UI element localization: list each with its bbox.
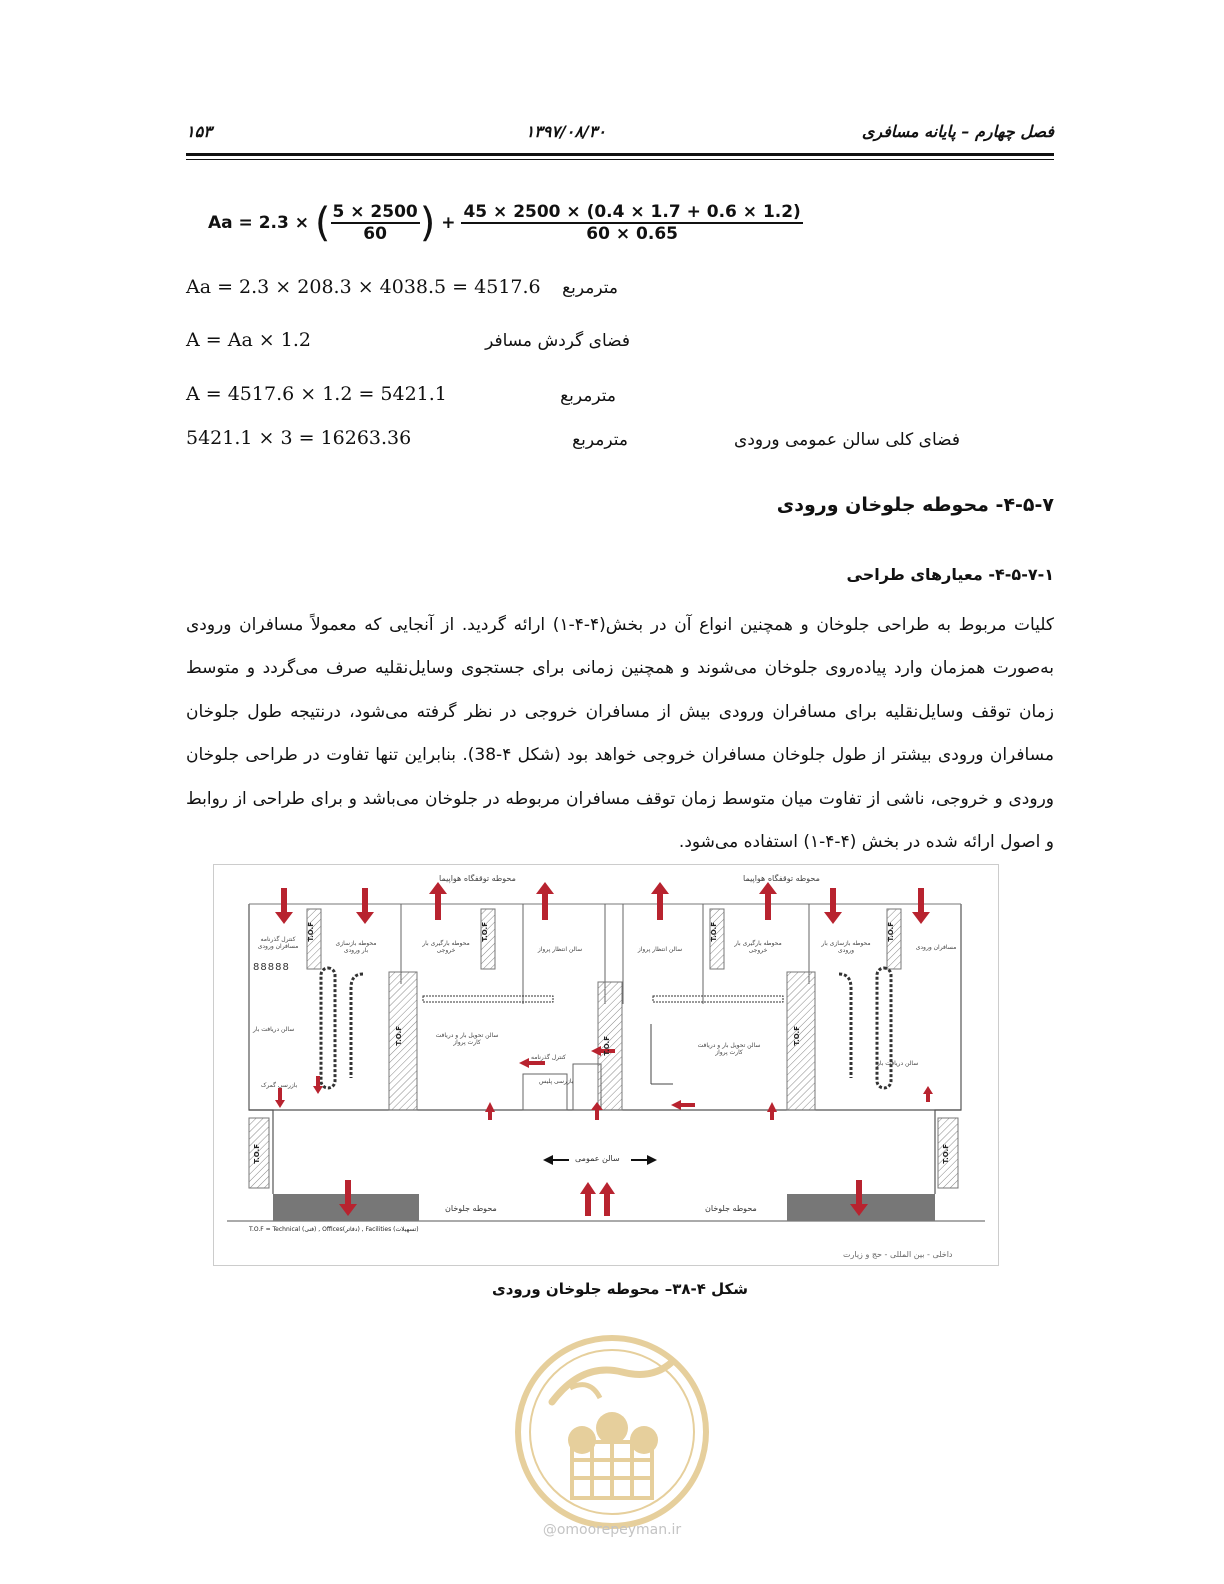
calc-equation-3: A = 4517.6 × 1.2 = 5421.1 [186,383,447,405]
fig-digits: 88888 [253,962,290,973]
fig-passport: کنترل گذرنامه [531,1054,566,1061]
fig-claim-left: سالن دریافت بار [253,1026,295,1033]
header-rule [186,153,1054,156]
fig-arrival-control: کنترل گذرنامه مسافران ورودی [257,936,299,950]
fig-baggage-left: محوطه بازسازی بار ورودی [335,940,377,954]
calc-unit-4: مترمربع [572,430,628,450]
fraction-1 [331,202,420,244]
fig-tof-5: T.O.F [395,1026,403,1046]
fig-cargo-left: محوطه بارگیری بار خروجی [422,940,470,954]
watermark-seal-icon [512,1332,712,1532]
subsection-heading: ۴-۵-۷-۱- معیارهای طراحی [846,565,1054,584]
calc-equation-1: Aa = 2.3 × 208.3 × 4038.5 = 4517.6 [186,276,541,298]
formula [208,200,803,246]
fig-waiting-right: سالن انتظار پرواز [637,946,683,953]
fig-cargo-right: محوطه بارگیری بار خروجی [734,940,782,954]
fraction-2-denominator: 60 × 0.65 [586,224,678,244]
paren-open: ( [314,200,331,246]
fraction-1-denominator: 60 [363,224,387,244]
fraction-2 [461,202,802,244]
header-rule-thin [186,159,1054,160]
paren-close: ) [419,200,436,246]
fig-forecourt-right: محوطه جلوخان [705,1204,757,1213]
header-date: ۱۳۹۷/۰۸/۳۰ [525,122,606,141]
fig-police: بازرسی پلیس [539,1078,574,1085]
fig-arrivals-right: مسافران ورودی [915,944,957,951]
watermark-site: @omoorepeyman.ir [542,1522,682,1538]
fig-tof-2: T.O.F [481,922,489,942]
fig-tof-8: T.O.F [253,1144,261,1164]
page-number: ۱۵۳ [186,122,212,141]
fig-checkin-left: سالن تحویل بار و دریافت کارت پرواز [435,1032,499,1046]
fig-tof-7: T.O.F [793,1026,801,1046]
fig-label-top-left: محوطه توقفگاه هواپیما [439,874,516,883]
calc-equation-2: A = Aa × 1.2 [186,329,311,351]
fig-bottom-note: داخلی - بین المللی - حج و زیارت [843,1250,953,1259]
fig-label-top-right: محوطه توقفگاه هواپیما [743,874,820,883]
calc-unit-3: مترمربع [560,386,616,406]
fig-baggage-right: محوطه بازسازی بار ورودی [821,940,871,954]
calc-unit-2: فضای گردش مسافر [485,331,630,351]
section-heading: ۴-۵-۷- محوطه جلوخان ورودی [776,494,1054,516]
body-paragraph: کلیات مربوط به طراحی جلوخان و همچنین انواع آن در بخش(۴-۴-۱) ارائه گردید. از آنجایی که معمولاً مسافران ورودی به‌صورت همزمان وارد پیاده‌روی جلوخان می‌شوند و همچنین زمانی برای جستجوی وسایل‌نقلیه صرف می‌گردد و متوسط زمان توقف وسایل‌نقلیه برای مسافران ورودی بیش از مسافران خروجی در نظر گرفته می‌شود، درنتیجه طول جلوخان مسافران ورودی بیشتر از طول جلوخان مسافران خروجی خواهد بود (شکل ۴-38). بنابراین تنها تفاوت در طراحی جلوخان ورودی و خروجی، ناشی از تفاوت میان متوسط زمان توقف مسافران مربوطه در جلوخان می‌باشد و برای طراحی از روابط و اصول ارائه شده در بخش (۴-۴-۱) استفاده می‌شود. [186,615,1055,853]
calc-equation-4: 5421.1 × 3 = 16263.36 [186,427,412,449]
calc-unit-1: مترمربع [562,278,618,298]
fraction-2-numerator: 45 × 2500 × (0.4 × 1.7 + 0.6 × 1.2) [463,202,801,222]
fig-public-hall: سالن عمومی [575,1154,620,1163]
fig-tof-4: T.O.F [887,922,895,942]
fig-tof-3: T.O.F [710,922,718,942]
fig-tof-6: T.O.F [603,1036,611,1056]
fig-checkin-right: سالن تحویل بار و دریافت کارت پرواز [697,1042,761,1056]
formula-plus: + [435,213,462,233]
fig-tof-1: T.O.F [307,922,315,942]
fig-waiting-left: سالن انتظار پرواز [537,946,583,953]
forecourt-figure [213,864,999,1266]
figure-caption: شکل ۴-۳۸– محوطه جلوخان ورودی [491,1280,748,1298]
fig-forecourt-left: محوطه جلوخان [445,1204,497,1213]
fraction-1-numerator: 5 × 2500 [332,202,418,222]
calc-note-4: فضای کلی سالن عمومی ورودی [734,430,960,450]
chapter-title: فصل چهارم – پایانه مسافری [861,122,1054,141]
fig-tof-9: T.O.F [942,1144,950,1164]
formula-lhs: Aa = 2.3 × [208,213,315,233]
fig-customs: بازرسی گمرک [261,1082,298,1089]
fig-claim-right: سالن دریافت بار [877,1060,919,1067]
fig-legend: T.O.F = Technical (فنی) , Offices(دفاتر) , Facilities (تسهیلات) [249,1226,419,1233]
